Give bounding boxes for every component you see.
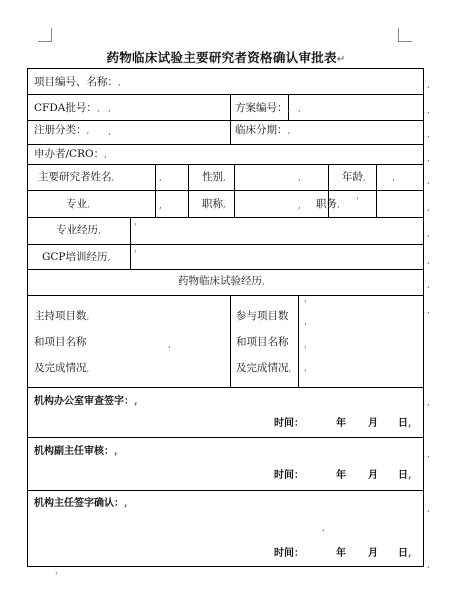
row-divider [28,94,423,95]
cfda-number-value: , [108,104,111,114]
participated-projects-value-1: ' [304,300,307,310]
age-value: , [392,173,395,183]
row-end-mark: , [427,203,430,213]
trial-phase-label: 临床分期：, [235,124,291,136]
row-end-mark: , [427,306,430,316]
column-divider [230,295,231,387]
row-end-mark: , [427,106,430,116]
column-divider [130,217,131,269]
office-review-signature-label: 机构办公室审查签字：, [34,396,138,407]
row-divider [28,144,423,145]
crop-mark-top-left [38,28,52,42]
participated-projects-value-3: ' [304,346,307,356]
column-divider [298,295,299,387]
age-label: 年龄, [342,171,366,183]
trailing-paragraph-mark: ' [55,572,58,582]
gcp-training-value: ' [134,250,137,260]
row-divider [28,387,423,388]
row-end-mark: , [427,256,430,266]
row-divider [28,217,423,218]
row-divider [28,190,423,191]
column-divider [230,94,231,144]
registration-category-value: , [108,127,111,137]
title-rank-value: , [298,201,301,211]
hosted-projects-line-2: 和项目名称 [34,336,87,348]
protocol-number-value: , [298,104,301,114]
row-end-mark: , [427,154,430,164]
participated-projects-line-2: 和项目名称 [236,336,289,348]
project-number-name-label: 项目编号、名称：, [34,76,121,88]
deputy-director-review-date: 时间： 年 月 日, [274,470,412,481]
cfda-number-label: CFDA批号：, [34,102,100,114]
pi-name-value: , [159,173,162,183]
gender-value: , [298,173,301,183]
participated-projects-line-1: 参与项目数 [236,310,289,322]
director-signature-value: ' [322,529,325,539]
office-review-date: 时间： 年 月 日, [274,418,412,429]
row-divider [28,269,423,270]
row-end-mark: , [427,280,430,290]
hosted-projects-line-1: 主持项目数, [34,310,90,322]
position-value: ' [356,197,359,207]
deputy-director-review-label: 机构副主任审核：, [34,446,118,457]
column-divider [188,164,189,217]
column-divider [376,164,377,217]
participated-projects-value-4: ' [304,369,307,379]
form-title: 药物临床试验主要研究者资格确认审批表↵ [106,50,346,65]
column-divider [155,164,156,217]
row-end-mark: , [427,450,430,460]
row-divider [28,164,423,165]
registration-category-label: 注册分类：, [34,124,90,136]
row-divider [28,244,423,245]
row-divider [28,490,423,491]
protocol-number-label: 方案编号：, [235,102,291,114]
row-end-mark: , [427,398,430,408]
major-value: , [159,201,162,211]
approval-form-table [27,68,424,567]
participated-projects-value-2: ' [304,323,307,333]
director-confirm-date: 时间： 年 月 日, [274,548,412,559]
participated-projects-line-3: 及完成情况, [236,362,292,374]
hosted-projects-value: , [168,340,171,350]
row-end-mark: , [427,504,430,514]
row-divider [28,437,423,438]
column-divider [234,164,235,217]
sponsor-cro-label: 申办者/CRO：, [34,148,107,160]
director-confirm-signature-label: 机构主任签字确认：, [34,498,128,509]
hosted-projects-line-3: 及完成情况, [34,362,90,374]
major-experience-label: 专业经历, [56,224,101,236]
crop-mark-top-right [398,28,412,42]
clinical-trial-experience-header: 药物临床试验经历, [178,275,265,287]
row-end-mark: , [427,229,430,239]
major-label: 专业, [66,198,90,210]
row-divider [28,295,423,296]
position-label: 职务, [316,198,340,210]
gcp-training-label: GCP培训经历, [42,251,111,263]
row-divider [28,120,423,121]
row-end-mark: , [427,130,430,140]
title-rank-label: 职称, [202,198,226,210]
pi-name-label: 主要研究者姓名, [38,171,115,183]
row-end-mark: , [427,176,430,186]
row-end-mark: , [427,80,430,90]
gender-label: 性别, [202,171,226,183]
row-end-mark: , [427,560,430,570]
major-experience-value: ' [134,223,137,233]
